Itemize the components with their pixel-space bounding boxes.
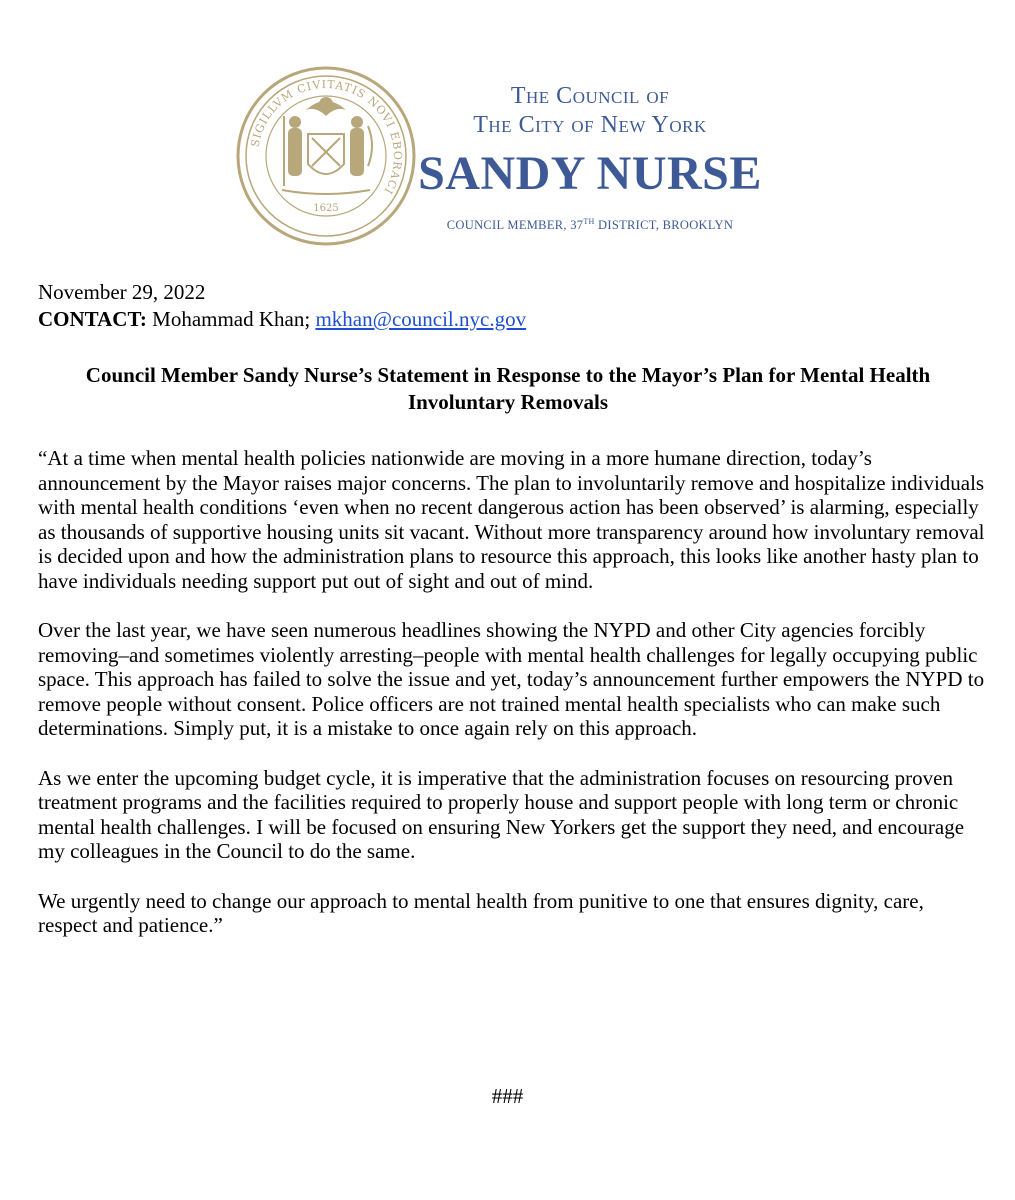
contact-label: CONTACT: (38, 307, 147, 331)
member-name: SANDY NURSE (418, 147, 762, 200)
subtitle-part-a: COUNCIL MEMBER, 37 (446, 218, 584, 233)
paragraph: We urgently need to change our approach to mental health from punitive to one that ensures dignity, care, respect and patience.” (38, 888, 924, 937)
contact-email-link[interactable]: mkhan@council.nyc.gov (315, 307, 527, 331)
member-subtitle (402, 214, 778, 233)
subtitle-part-b: DISTRICT, BROOKLYN (594, 218, 734, 233)
release-meta (38, 279, 526, 333)
letterhead (236, 66, 796, 246)
council-title-line1: The Council of (510, 83, 670, 109)
contact-line (38, 306, 526, 333)
release-date: November 29, 2022 (38, 280, 206, 304)
statement-body (38, 446, 988, 963)
contact-name: Mohammad Khan; (146, 307, 316, 331)
statement-headline: Council Member Sandy Nurse’s Statement in Response to the Mayor’s Plan for Mental Health Involuntary Removals (85, 363, 931, 414)
paragraph: “At a time when mental health policies nationwide are moving in a more humane direction, today’s announcement by the Mayor raises major concerns. The plan to involuntarily remove and hospitalize individuals with mental health conditions ‘even when no recent dangerous action has been observed’ is alarming, especially as thousands of supportive housing units sit vacant. Without more transparency around how involuntary removal is decided upon and how the administration plans to resource this approach, this looks like another hasty plan to have individuals needing support put out of sight and out of mind. (38, 446, 985, 593)
seal-year: 1625 (313, 203, 339, 214)
paragraph: Over the last year, we have seen numerous headlines showing the NYPD and other City agencies forcibly removing–and sometimes violently arresting–people with mental health challenges for legally occupying public space. This approach has failed to solve the issue and yet, today’s announcement further empowers the NYPD to remove people without consent. Police officers are not trained mental health specialists who can make such determinations. Simply put, it is a mistake to once again rely on this approach. (38, 618, 985, 740)
seal-text: SIGILLVM CIVITATIS NOVI EBORACI (248, 77, 405, 197)
nyc-seal-icon (236, 66, 416, 246)
letterhead-text (402, 82, 778, 233)
subtitle-sup: TH (583, 217, 595, 226)
paragraph: As we enter the upcoming budget cycle, it is imperative that the administration focuses on resourcing proven treatment programs and the facilities required to properly house and support people with long term or chronic mental health challenges. I will be focused on ensuring New Yorkers get the support they need, and encourage my colleagues in the Council to do the same. (38, 765, 965, 863)
end-mark: ### (491, 1084, 524, 1108)
council-title-line2: The City of New York (473, 112, 707, 138)
